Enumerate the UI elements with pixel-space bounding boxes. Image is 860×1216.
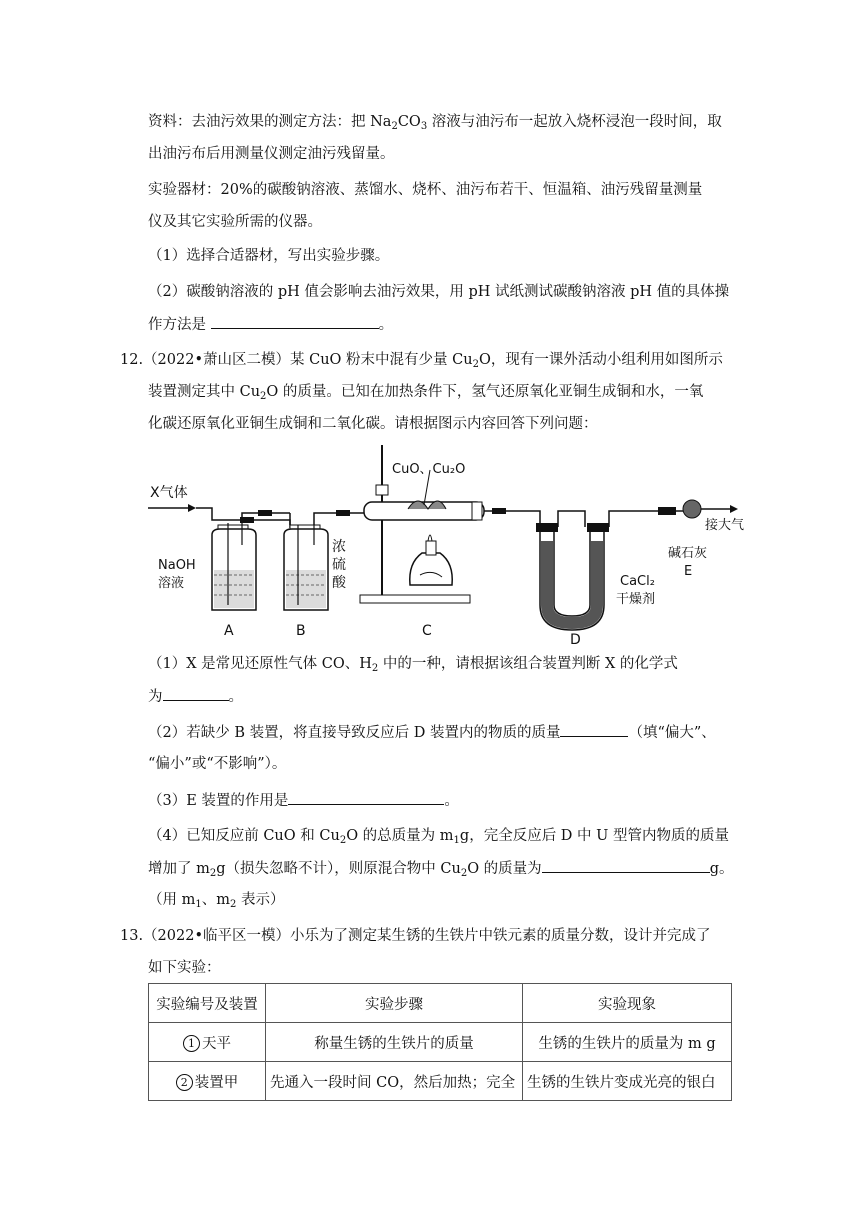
label-A: A [224, 623, 234, 639]
question-12-part-1-answer: 为 。 [148, 686, 243, 707]
question-13-stem: 13.（2022•临平区一模）小乐为了测定某生锈的生铁片中铁元素的质量分数，设计并完成了 [120, 928, 711, 944]
bottle-B [284, 513, 365, 610]
table-cell: 称量生锈的生铁片的质量 [266, 1023, 523, 1062]
table-cell: 生锈的生铁片变成光亮的银白 [523, 1062, 732, 1101]
circled-number: 1 [183, 1035, 200, 1052]
answer-blank[interactable] [542, 858, 710, 873]
table-header-row [149, 984, 732, 1023]
label-E: E [684, 564, 693, 579]
label-B: B [296, 623, 306, 639]
naoh-label-2: 溶液 [158, 576, 185, 591]
table-header: 实验现象 [523, 984, 732, 1023]
question-12-part-4: （4）已知反应前 CuO 和 $Cu_2O$ 的总质量为 $m_1g$，完全反应后 D 中 U 型管内物质的质量 [148, 828, 729, 846]
table-header: 实验编号及装置 [149, 984, 266, 1023]
question-12-part-2: （2）若缺少 B 装置，将直接导致反应后 D 装置内的物质的质量 （填“偏大”、 [148, 722, 716, 743]
paragraph-materials: 实验器材：20%的碳酸钠溶液、蒸馏水、烧杯、油污布若干、恒温箱、油污残留量测量 [148, 182, 703, 198]
cacl2-label: CaCl₂ [620, 574, 655, 589]
cuo-label: CuO、Cu₂O [392, 462, 466, 477]
question-12-part-4-note: （用 $m_1$、$m_2$ 表示） [148, 892, 285, 910]
question-11-part-1: （1）选择合适器材，写出实验步骤。 [148, 248, 390, 264]
question-12-part-3: （3）E 装置的作用是 。 [148, 790, 459, 811]
h2so4-label-2: 硫 [332, 557, 346, 573]
paragraph-reference-cont: 出油污布后用测量仪测定油污残留量。 [148, 146, 395, 162]
soda-lime-label: 碱石灰 [668, 546, 708, 561]
h2so4-label-1: 浓 [332, 539, 346, 555]
question-12-stem-cont-2: 化碳还原氧化亚铜生成铜和二氧化碳。请根据图示内容回答下列问题： [148, 416, 598, 432]
answer-blank[interactable] [560, 722, 628, 737]
air-label: 接大气 [705, 518, 745, 533]
paragraph-reference: 资料：去油污效果的测定方法：把 $Na_2CO_3$ 溶液与油污布一起放入烧杯浸泡一段时间，取 [148, 114, 722, 132]
table-row [149, 1023, 732, 1062]
table-header: 实验步骤 [266, 984, 523, 1023]
answer-blank[interactable] [211, 314, 379, 329]
bottle-A [212, 513, 290, 610]
table-cell: 先通入一段时间 CO，然后加热；完全 [266, 1062, 523, 1101]
question-11-part-2-answer: 作方法是 。 [148, 314, 393, 335]
table-cell: 2 装置甲 [149, 1062, 266, 1101]
u-tube-D [536, 511, 609, 630]
question-12-part-4-cont: 增加了 $m_2g$（损失忽略不计），则原混合物中 $Cu_2O$ 的质量为 g。 [148, 858, 733, 879]
desiccant-label: 干燥剂 [616, 592, 656, 607]
question-12-part-1: （1）X 是常见还原性气体 CO、$H_2$ 中的一种，请根据该组合装置判断 X 的化学式 [148, 656, 678, 674]
question-11-part-2: （2）碳酸钠溶液的 pH 值会影响去油污效果，用 pH 试纸测试碳酸钠溶液 pH 值的具体操 [148, 284, 730, 300]
answer-blank[interactable] [163, 686, 229, 701]
table-cell: 生锈的生铁片的质量为 m g [523, 1023, 732, 1062]
label-D: D [570, 632, 581, 645]
h2so4-label-3: 酸 [332, 575, 346, 591]
answer-blank[interactable] [288, 790, 444, 805]
circled-number: 2 [176, 1074, 193, 1091]
question-13-stem-cont: 如下实验： [148, 960, 221, 976]
paragraph-materials-cont: 仪及其它实验所需的仪器。 [148, 214, 322, 230]
question-12-stem-cont: 装置测定其中 $Cu_2O$ 的质量。已知在加热条件下，氢气还原氧化亚铜生成铜和水，一氧 [148, 384, 704, 402]
naoh-label: NaOH [158, 558, 196, 573]
table-cell: 1 天平 [149, 1023, 266, 1062]
question-12-stem: 12.（2022•萧山区二模）某 CuO 粉末中混有少量 $Cu_2O$，现有一课外活动小组利用如图所示 [120, 352, 723, 370]
gas-label: X气体 [150, 485, 188, 501]
question-12-part-2-cont: “偏小”或“不影响”）。 [148, 756, 287, 772]
apparatus-diagram [140, 445, 760, 645]
label-C: C [422, 623, 432, 639]
drying-tube-E [676, 500, 738, 518]
experiment-table [148, 983, 732, 1101]
table-row [149, 1062, 732, 1101]
